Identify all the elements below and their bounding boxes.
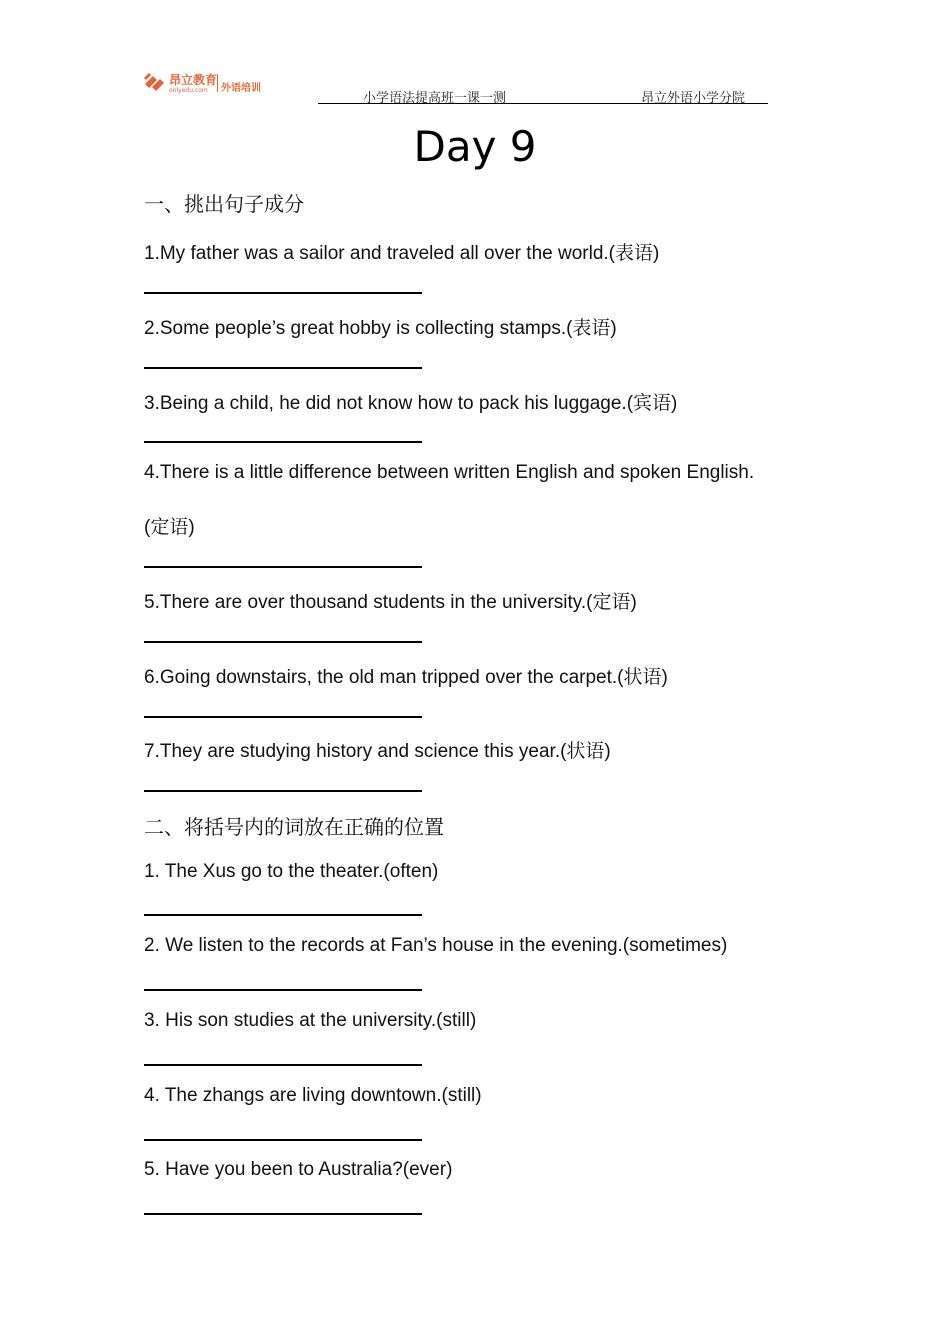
answer-line-1-1[interactable] [144, 292, 422, 294]
question-2-2: 2. We listen to the records at Fan’s house in the evening.(sometimes) [144, 935, 728, 956]
question-2-5: 5. Have you been to Australia?(ever) [144, 1159, 453, 1180]
question-1-4: 4.There is a little difference between written English and spoken English. [144, 462, 755, 483]
answer-line-2-3[interactable] [144, 1064, 422, 1066]
question-2-1: 1. The Xus go to the theater.(often) [144, 861, 439, 882]
answer-line-2-2[interactable] [144, 989, 422, 991]
answer-line-1-2[interactable] [144, 367, 422, 369]
page-header [318, 87, 768, 104]
header-school-name: 昂立外语小学分院 [641, 91, 746, 106]
question-1-1: 1.My father was a sailor and traveled all over the world.(表语) [144, 243, 660, 264]
header-course-name: 小学语法提高班一课一测 [363, 91, 507, 106]
logo [143, 70, 268, 98]
logo-tag: 外语培训 [221, 83, 261, 94]
section-1-heading: 一、挑出句子成分 [144, 192, 304, 216]
answer-line-1-6[interactable] [144, 716, 422, 718]
question-1-2: 2.Some people’s great hobby is collecting stamps.(表语) [144, 318, 617, 339]
answer-line-1-4[interactable] [144, 566, 422, 568]
logo-url: onlyedu.com [169, 87, 208, 94]
question-1-5: 5.There are over thousand students in the university.(定语) [144, 592, 637, 613]
section-2-heading: 二、将括号内的词放在正确的位置 [144, 815, 444, 839]
answer-line-2-5[interactable] [144, 1213, 422, 1215]
answer-line-1-7[interactable] [144, 790, 422, 792]
question-1-3: 3.Being a child, he did not know how to pack his luggage.(宾语) [144, 393, 678, 414]
logo-brand: 昂立教育 [169, 73, 218, 87]
question-2-4: 4. The zhangs are living downtown.(still) [144, 1085, 482, 1106]
question-1-7: 7.They are studying history and science this year.(状语) [144, 741, 611, 762]
question-2-3: 3. His son studies at the university.(still) [144, 1010, 477, 1031]
logo-divider [217, 74, 218, 92]
page-title: Day 9 [413, 122, 537, 171]
answer-line-1-3[interactable] [144, 441, 422, 443]
question-1-4-continuation: (定语) [144, 517, 195, 538]
question-1-6: 6.Going downstairs, the old man tripped over the carpet.(状语) [144, 667, 668, 688]
answer-line-2-4[interactable] [144, 1139, 422, 1141]
logo-mark-icon [143, 72, 167, 94]
answer-line-2-1[interactable] [144, 914, 422, 916]
answer-line-1-5[interactable] [144, 641, 422, 643]
